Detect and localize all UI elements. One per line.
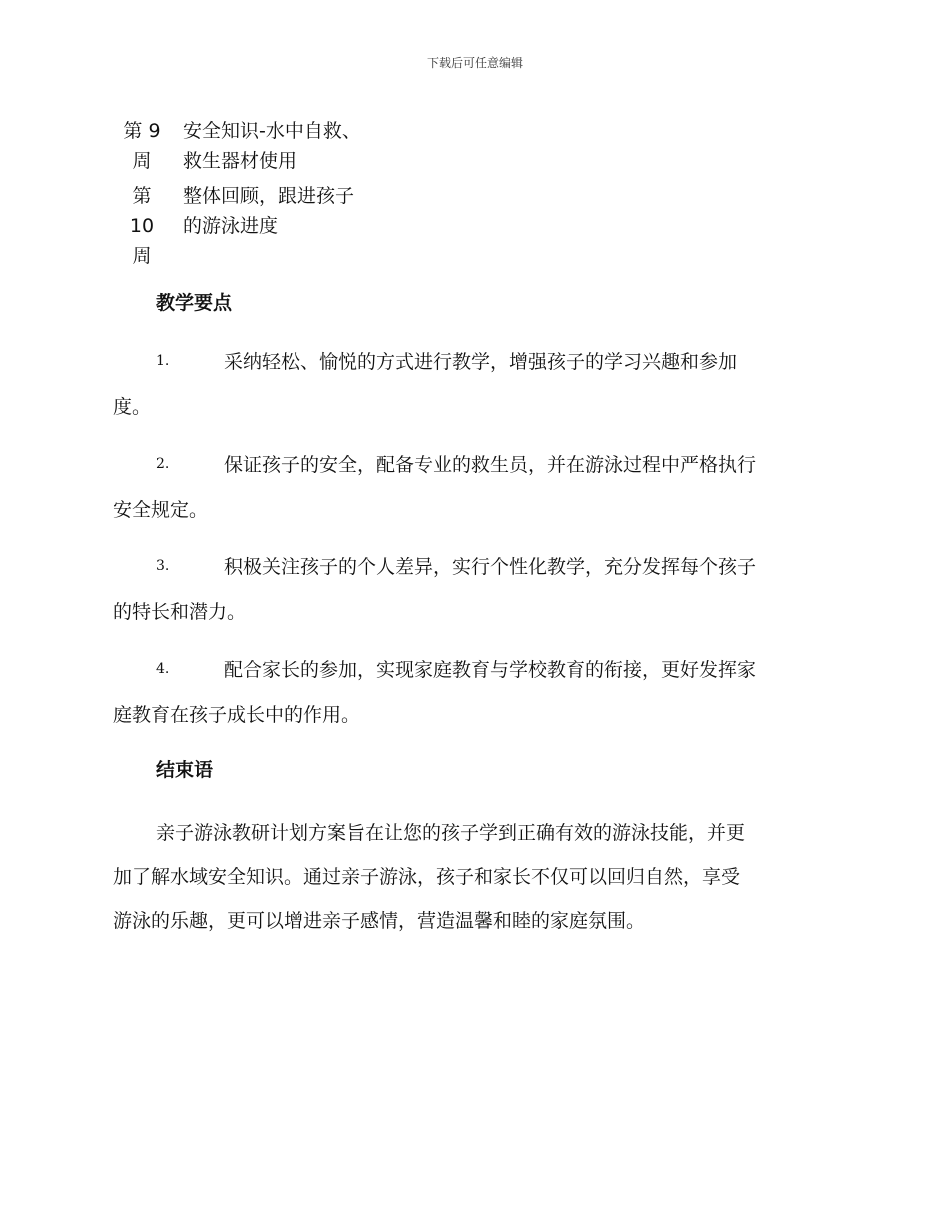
week-label	[113, 116, 171, 176]
point-text-line: 保证孩子的安全，配备专业的救生员，并在游泳过程中严格执行	[224, 454, 757, 476]
point-number: 4.	[156, 661, 170, 677]
week-label	[113, 181, 171, 271]
point-text-line: 庭教育在孩子成长中的作用。	[113, 704, 361, 726]
conclusion-line: 游泳的乐趣，更可以增进亲子感情，营造温馨和睦的家庭氛围。	[113, 910, 646, 932]
point-number: 1.	[156, 353, 170, 369]
week-label-line: 周	[132, 245, 152, 267]
teaching-points-heading: 教学要点	[156, 292, 233, 314]
week-label-line: 10	[129, 215, 155, 237]
conclusion-line: 亲子游泳教研计划方案旨在让您的孩子学到正确有效的游泳技能，并更	[156, 822, 746, 844]
point-text-line: 安全规定。	[113, 499, 209, 521]
conclusion-line: 加了解水域安全知识。通过亲子游泳，孩子和家长不仅可以回归自然，享受	[113, 866, 741, 888]
page-header-note: 下载后可任意编辑	[426, 56, 523, 70]
week-topic-line: 整体回顾，跟进孩子	[183, 185, 355, 207]
point-text-line: 配合家长的参加，实现家庭教育与学校教育的衔接，更好发挥家	[224, 659, 757, 681]
point-text-line: 度。	[113, 396, 152, 418]
week-topic	[183, 116, 413, 176]
week-topic-line: 的游泳进度	[183, 215, 279, 237]
point-text-line: 的特长和潜力。	[113, 601, 247, 623]
week-label-line: 第 9	[123, 120, 161, 142]
conclusion-paragraph	[113, 811, 833, 943]
week-topic-line: 安全知识-水中自救、	[183, 120, 361, 142]
point-text-line: 采纳轻松、愉悦的方式进行教学，增强孩子的学习兴趣和参加	[224, 351, 738, 373]
week-topic	[183, 181, 413, 241]
point-text-line: 积极关注孩子的个人差异，实行个性化教学，充分发挥每个孩子	[224, 556, 757, 578]
week-label-line: 周	[132, 150, 152, 172]
conclusion-heading: 结束语	[156, 759, 214, 781]
point-number: 3.	[156, 558, 170, 574]
week-topic-line: 救生器材使用	[183, 150, 298, 172]
point-number: 2.	[156, 456, 170, 472]
week-label-line: 第	[132, 185, 152, 207]
